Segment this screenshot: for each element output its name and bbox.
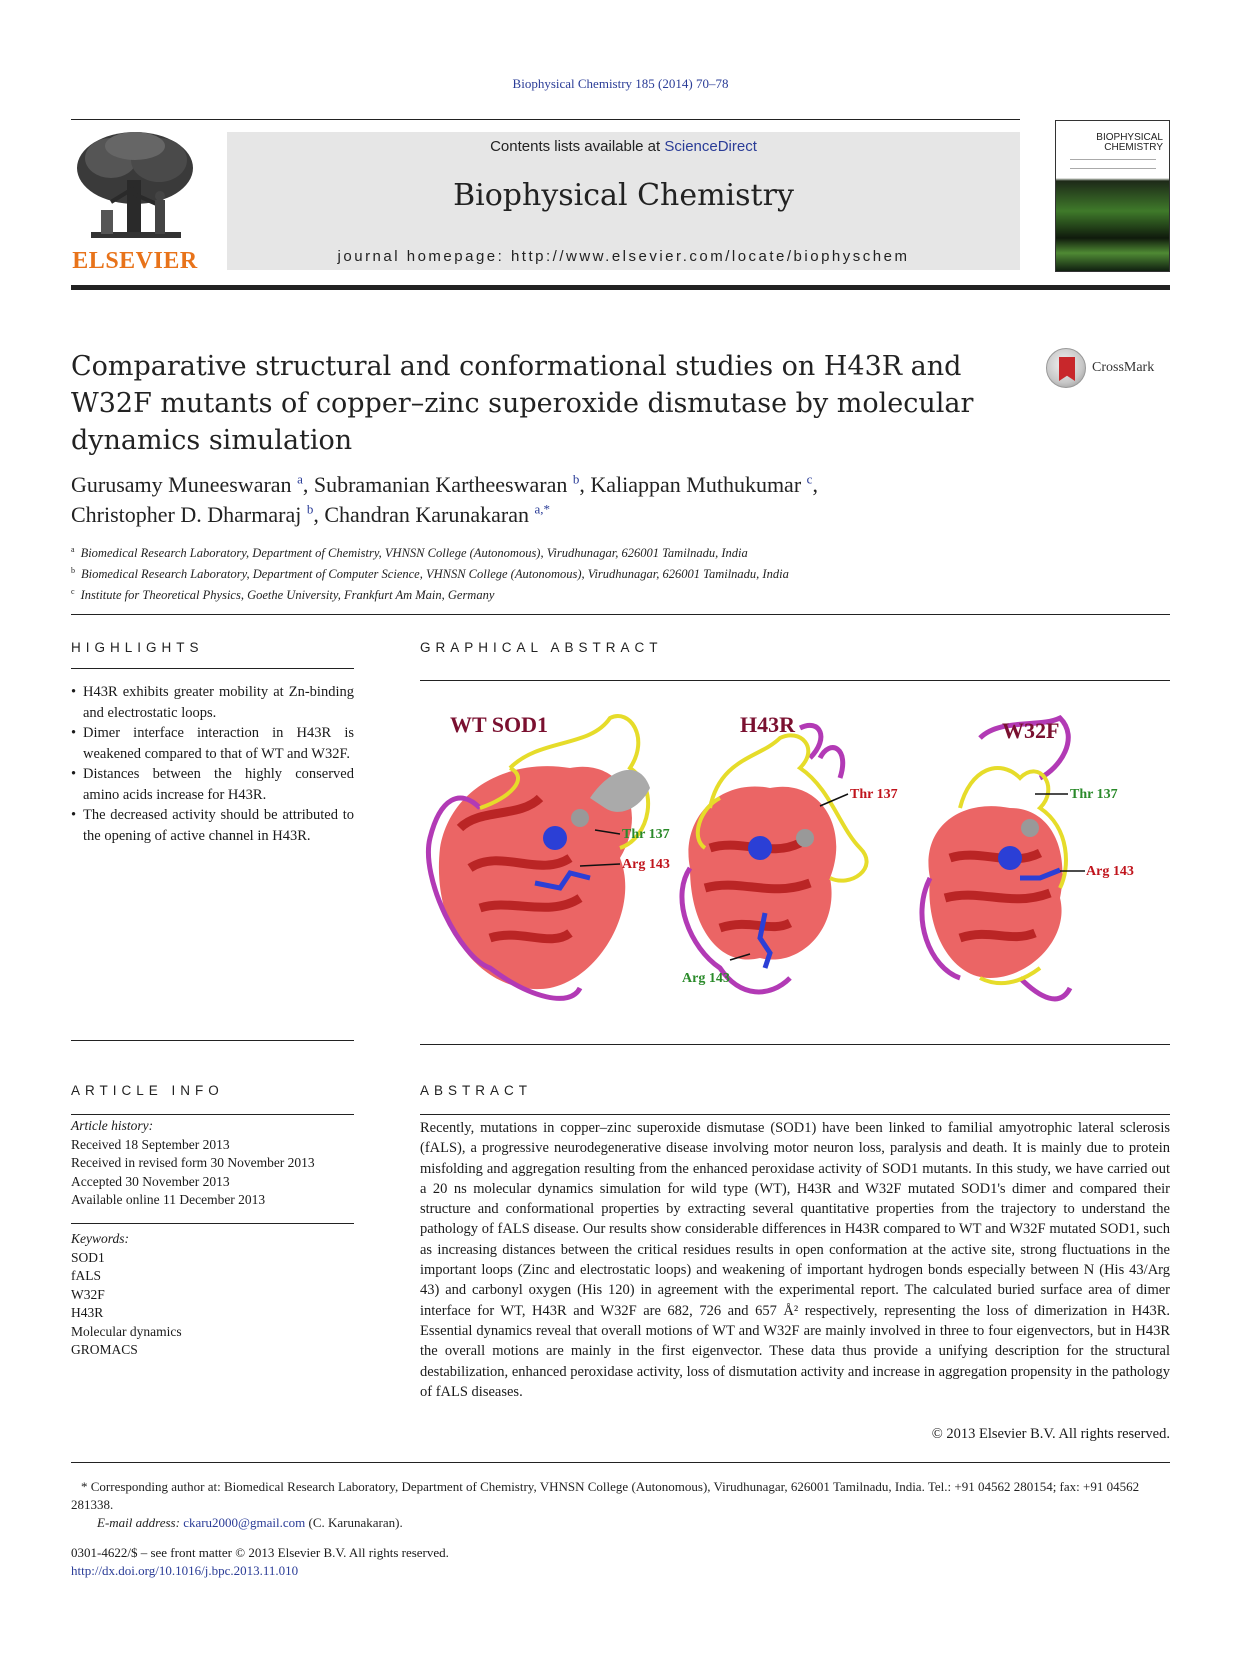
keyword: SOD1 [71, 1249, 105, 1265]
copyright: © 2013 Elsevier B.V. All rights reserved. [931, 1426, 1170, 1442]
author: Subramanian Kartheeswaran $^b$, [313, 471, 591, 497]
highlight-item: • H43R exhibits greater mobility at Zn-binding and electrostatic loops. [71, 682, 354, 723]
affiliation-mark[interactable]: b [572, 471, 580, 487]
panel-wt-sod1 [428, 712, 669, 998]
tree-icon [71, 128, 199, 248]
label-arg143: Arg 143 [682, 971, 730, 986]
affiliation-list [71, 541, 1071, 604]
affiliation: $^c$ Institute for Theoretical Physics, Goethe University, Frankfurt Am Main, Germany [71, 587, 495, 603]
abstract-heading: ABSTRACT [420, 1083, 533, 1098]
history-entry: Available online 11 December 2013 [71, 1192, 266, 1207]
highlights-list [71, 682, 354, 846]
keywords-rule [71, 1223, 354, 1224]
cover-title [1096, 133, 1163, 153]
author: Kaliappan Muthukumar $^c$, [590, 471, 818, 497]
front-matter [71, 1544, 771, 1580]
history-label: Article history: [71, 1118, 154, 1133]
article-info-heading: ARTICLE INFO [71, 1083, 224, 1098]
abstract-rule [420, 1114, 1170, 1115]
article-history [71, 1117, 354, 1210]
keywords-label: Keywords: [71, 1231, 129, 1246]
section-divider [71, 614, 1170, 615]
keyword: H43R [71, 1305, 104, 1320]
history-entry: Accepted 30 November 2013 [71, 1173, 230, 1189]
graphical-abstract-bottom-rule [420, 1044, 1170, 1045]
author-list [71, 470, 1071, 530]
affiliation: $^a$ Biomedical Research Laboratory, Department of Chemistry, VHNSN College (Autonomous), Virudhunagar, 626001 Tamilnadu, India [71, 545, 748, 561]
panel-title: H43R [740, 712, 795, 737]
affiliation-mark[interactable]: b [306, 501, 314, 517]
label-thr137: Thr 137 [850, 787, 898, 802]
keyword: GROMACS [71, 1342, 138, 1357]
label-arg143: Arg 143 [622, 857, 670, 872]
email-link[interactable]: ckaru2000@gmail.com [183, 1515, 306, 1530]
graphical-abstract-figure [420, 698, 1170, 1016]
journal-cover-thumbnail [1055, 120, 1170, 272]
contents-prefix: Contents lists available at [490, 138, 665, 155]
abstract-text: Recently, mutations in copper–zinc superoxide dismutase (SOD1) have been linked to familial amyotrophic lateral sclerosis (fALS), a progressive neurodegenerative disease involving motor neuron loss, paralysis and death. It is mainly due to protein misfolding and aggregation resulting from the enhanced peroxidase activity of SOD1 mutants. In this study, we have carried out a 20 ns molecular dynamics simulation for wild type (WT), H43R and W32F mutated SOD1's dimer and compared their structure and conformational properties by extracting several quantitative properties from the trajectory to understand the pathology of fALS disease. Our results show considerable differences in H43R compared to WT and W32F mutated SOD1, such as increasing distances between the critical residues results in open conformation at the active site, strong fluctuations in the important loops (Zinc and electrostatic loops) and weakening of important hydrogen bonds especially between N (His 43/Arg 43) and carbonyl oxygen (His 120) in agreement with the experimental report. The calculated buried surface area of dimer interface for WT, H43R and W32F are 682, 726 and 657 Å² respectively, representing the loss of dimerization in H43R. Essential dynamics reveal that overall motions of WT and W32F are mainly involved in three to four eigenvectors, but in H43R the overall motions are mainly in the first eigenvector. These data thus provide a unifying description for the structural destabilization, enhanced peroxidase activity, loss of dismutation activity and increase in aggregation propensity in the pathology of fALS diseases. [420, 1120, 1170, 1400]
panel-title: WT SOD1 [450, 712, 549, 737]
email-label: E-mail address: [97, 1515, 184, 1530]
issn-line: 0301-4622/$ – see front matter © 2013 Elsevier B.V. All rights reserved. [71, 1545, 449, 1560]
footnote-rule [71, 1462, 1170, 1463]
affiliation-mark[interactable]: a,* [534, 501, 550, 517]
header-thick-rule [71, 285, 1170, 290]
top-rule [71, 119, 1020, 120]
protein-structures-figure [420, 698, 1170, 1016]
crossmark-badge[interactable] [1046, 348, 1166, 388]
article-info-rule [71, 1114, 354, 1115]
email-line [71, 1514, 1170, 1532]
history-entry: Received in revised form 30 November 2013 [71, 1155, 315, 1170]
keyword: W32F [71, 1286, 105, 1302]
affiliation-mark[interactable]: c [806, 471, 813, 487]
panel-w32f [922, 718, 1134, 999]
elsevier-wordmark: ELSEVIER [72, 248, 198, 274]
highlight-item: • Distances between the highly conserved amino acids increase for H43R. [71, 764, 354, 805]
author: Christopher D. Dharmaraj $^b$, [71, 501, 325, 527]
cover-title-line1: BIOPHYSICAL [1096, 132, 1163, 143]
highlights-heading: HIGHLIGHTS [71, 640, 204, 655]
corresponding-author-footnote [71, 1478, 1170, 1532]
cover-decoration [1070, 159, 1156, 169]
author: Chandran Karunakaran $^{a,*}$ [324, 501, 550, 527]
label-arg143: Arg 143 [1086, 864, 1134, 879]
crossmark-icon [1046, 348, 1086, 388]
journal-homepage[interactable]: journal homepage: http://www.elsevier.com/locate/biophyschem [337, 248, 910, 265]
doi-link[interactable]: http://dx.doi.org/10.1016/j.bpc.2013.11.010 [71, 1563, 299, 1578]
cover-title-line2: CHEMISTRY [1104, 142, 1163, 153]
journal-citation[interactable] [0, 76, 1241, 92]
label-thr137: Thr 137 [622, 827, 670, 842]
graphical-abstract-rule [420, 680, 1170, 681]
corresponding-author: * Corresponding author at: Biomedical Research Laboratory, Department of Chemistry, VHNSN College (Autonomous), Virudhunagar, 626001 Tamilnadu, India. Tel.: +91 04562 280154; fax: +91 04562 281338. [71, 1479, 1140, 1512]
highlight-item: • The decreased activity should be attributed to the opening of active channel in H43R. [71, 805, 354, 846]
email-suffix: (C. Karunakaran). [305, 1515, 403, 1530]
sciencedirect-link[interactable]: ScienceDirect [664, 138, 757, 155]
journal-citation-link[interactable]: Biophysical Chemistry 185 (2014) 70–78 [512, 76, 729, 91]
keywords-list [71, 1230, 354, 1360]
crossmark-label: CrossMark [1092, 360, 1155, 375]
keyword: fALS [71, 1268, 101, 1283]
panel-h43r [682, 712, 898, 992]
highlights-rule [71, 668, 354, 669]
panel-title: W32F [1002, 718, 1060, 743]
label-thr137: Thr 137 [1070, 787, 1118, 802]
graphical-abstract-heading: GRAPHICAL ABSTRACT [420, 640, 663, 655]
keyword: Molecular dynamics [71, 1323, 182, 1339]
journal-name: Biophysical Chemistry [453, 178, 794, 213]
history-entry: Received 18 September 2013 [71, 1136, 230, 1152]
highlight-item: • Dimer interface interaction in H43R is weakened compared to that of WT and W32F. [71, 723, 354, 764]
journal-masthead [227, 132, 1020, 270]
author: Gurusamy Muneeswaran $^a$, [71, 471, 314, 497]
affiliation-mark[interactable]: a [297, 471, 303, 487]
highlights-bottom-rule [71, 1040, 354, 1041]
article-title: Comparative structural and conformational studies on H43R and W32F mutants of copper–zinc superoxide dismutase by molecular dynamics simulation [71, 351, 974, 456]
affiliation: $^b$ Biomedical Research Laboratory, Department of Computer Science, VHNSN College (Autonomous), Virudhunagar, 626001 Tamilnadu, India [71, 566, 789, 582]
contents-line [227, 138, 1020, 155]
